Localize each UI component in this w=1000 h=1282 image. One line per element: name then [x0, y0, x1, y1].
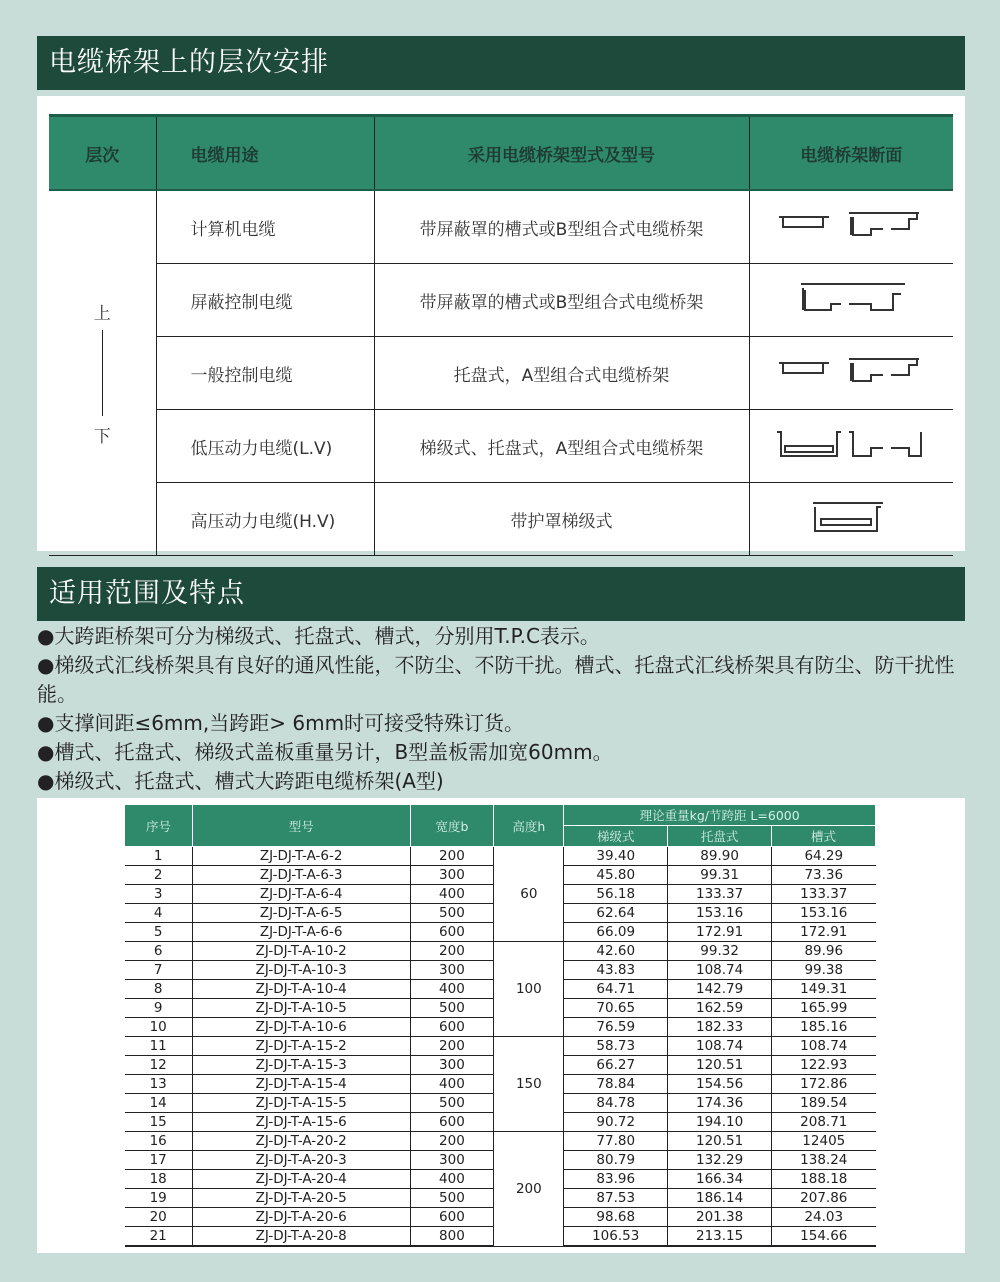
- width-cell: 300: [410, 1151, 494, 1170]
- model-cell: ZJ-DJ-T-A-10-3: [192, 961, 410, 980]
- tray-weight-cell: 108.74: [668, 961, 772, 980]
- width-cell: 400: [410, 1170, 494, 1189]
- trough-weight-cell: 133.37: [772, 885, 876, 904]
- trough-weight-cell: 12405: [772, 1132, 876, 1151]
- row-number-cell: 3: [125, 885, 193, 904]
- model-cell: ZJ-DJ-T-A-10-5: [192, 999, 410, 1018]
- width-cell: 500: [410, 999, 494, 1018]
- model-cell: ZJ-DJ-T-A-10-6: [192, 1018, 410, 1037]
- width-cell: 200: [410, 1132, 494, 1151]
- model-cell: ZJ-DJ-T-A-6-3: [192, 866, 410, 885]
- ladder-weight-cell: 64.71: [564, 980, 668, 999]
- width-cell: 200: [410, 1037, 494, 1056]
- feature-item: ●大跨距桥架可分为梯级式、托盘式、槽式，分别用T.P.C表示。: [37, 624, 600, 648]
- tray-weight-cell: 172.91: [668, 923, 772, 942]
- width-cell: 300: [410, 1056, 494, 1075]
- layer-row: [49, 337, 953, 410]
- model-cell: ZJ-DJ-T-A-10-4: [192, 980, 410, 999]
- header-weight: 理论重量kg/节跨距 L=6000: [564, 805, 876, 826]
- height-cell: 60: [494, 847, 564, 942]
- height-cell: 100: [494, 942, 564, 1037]
- ladder-weight-cell: 66.27: [564, 1056, 668, 1075]
- section-diagram-cell: [749, 337, 953, 410]
- width-cell: 500: [410, 1094, 494, 1113]
- tray-weight-cell: 194.10: [668, 1113, 772, 1132]
- level-top-label: 上: [93, 304, 111, 324]
- width-cell: 300: [410, 961, 494, 980]
- row-number-cell: 7: [125, 961, 193, 980]
- usage-cell: 低压动力电缆(L.V): [156, 410, 374, 483]
- width-cell: 600: [410, 1208, 494, 1227]
- width-cell: 400: [410, 980, 494, 999]
- width-cell: 600: [410, 1113, 494, 1132]
- tray-weight-cell: 99.32: [668, 942, 772, 961]
- section-title-scope: 适用范围及特点: [37, 567, 965, 621]
- section-diagram-cell: [749, 483, 953, 556]
- layer-row: [49, 264, 953, 337]
- trough-weight-cell: 108.74: [772, 1037, 876, 1056]
- layers-table: [49, 114, 953, 556]
- section-diagram-cell: [749, 410, 953, 483]
- shielded-combo-section-icon: [771, 280, 931, 316]
- trough-weight-cell: 73.36: [772, 866, 876, 885]
- ladder-weight-cell: 43.83: [564, 961, 668, 980]
- ladder-weight-cell: 80.79: [564, 1151, 668, 1170]
- model-cell: ZJ-DJ-T-A-20-2: [192, 1132, 410, 1151]
- header-ladder: 梯级式: [564, 826, 668, 847]
- tray-weight-cell: 133.37: [668, 885, 772, 904]
- row-number-cell: 14: [125, 1094, 193, 1113]
- tray-weight-cell: 182.33: [668, 1018, 772, 1037]
- row-number-cell: 20: [125, 1208, 193, 1227]
- row-number-cell: 8: [125, 980, 193, 999]
- width-cell: 600: [410, 1018, 494, 1037]
- row-number-cell: 10: [125, 1018, 193, 1037]
- tray-weight-cell: 213.15: [668, 1227, 772, 1247]
- level-arrow-line: [102, 330, 103, 416]
- tray-weight-cell: 174.36: [668, 1094, 772, 1113]
- model-cell: ZJ-DJ-T-A-6-5: [192, 904, 410, 923]
- trough-weight-cell: 153.16: [772, 904, 876, 923]
- trough-weight-cell: 188.18: [772, 1170, 876, 1189]
- header-tray: 托盘式: [668, 826, 772, 847]
- model-cell: ZJ-DJ-T-A-20-3: [192, 1151, 410, 1170]
- width-cell: 600: [410, 923, 494, 942]
- type-cell: 梯级式、托盘式，A型组合式电缆桥架: [374, 410, 749, 483]
- usage-cell: 高压动力电缆(H.V): [156, 483, 374, 556]
- trough-weight-cell: 99.38: [772, 961, 876, 980]
- header-type: 采用电缆桥架型式及型号: [374, 116, 749, 191]
- trough-and-combo-section-icon: [771, 207, 931, 243]
- row-number-cell: 21: [125, 1227, 193, 1247]
- row-number-cell: 1: [125, 847, 193, 866]
- header-trough: 槽式: [772, 826, 876, 847]
- ladder-weight-cell: 76.59: [564, 1018, 668, 1037]
- row-number-cell: 19: [125, 1189, 193, 1208]
- tray-and-combo-section-icon: [771, 353, 931, 389]
- ladder-weight-cell: 106.53: [564, 1227, 668, 1247]
- ladder-weight-cell: 66.09: [564, 923, 668, 942]
- tray-weight-cell: 154.56: [668, 1075, 772, 1094]
- type-cell: 带护罩梯级式: [374, 483, 749, 556]
- row-number-cell: 6: [125, 942, 193, 961]
- spec-panel: [37, 798, 965, 1253]
- model-cell: ZJ-DJ-T-A-6-4: [192, 885, 410, 904]
- row-number-cell: 13: [125, 1075, 193, 1094]
- row-number-cell: 15: [125, 1113, 193, 1132]
- ladder-weight-cell: 39.40: [564, 847, 668, 866]
- ladder-weight-cell: 62.64: [564, 904, 668, 923]
- row-number-cell: 9: [125, 999, 193, 1018]
- width-cell: 200: [410, 942, 494, 961]
- width-cell: 200: [410, 847, 494, 866]
- model-cell: ZJ-DJ-T-A-20-6: [192, 1208, 410, 1227]
- tray-weight-cell: 89.90: [668, 847, 772, 866]
- model-cell: ZJ-DJ-T-A-20-8: [192, 1227, 410, 1247]
- width-cell: 500: [410, 1189, 494, 1208]
- header-usage: 电缆用途: [156, 116, 374, 191]
- row-number-cell: 16: [125, 1132, 193, 1151]
- trough-weight-cell: 138.24: [772, 1151, 876, 1170]
- tray-weight-cell: 99.31: [668, 866, 772, 885]
- ladder-weight-cell: 87.53: [564, 1189, 668, 1208]
- layers-panel: [37, 96, 965, 551]
- tray-weight-cell: 108.74: [668, 1037, 772, 1056]
- row-number-cell: 17: [125, 1151, 193, 1170]
- width-cell: 500: [410, 904, 494, 923]
- header-no: 序号: [125, 805, 193, 847]
- row-number-cell: 18: [125, 1170, 193, 1189]
- model-cell: ZJ-DJ-T-A-15-3: [192, 1056, 410, 1075]
- tray-weight-cell: 186.14: [668, 1189, 772, 1208]
- model-cell: ZJ-DJ-T-A-15-6: [192, 1113, 410, 1132]
- usage-cell: 计算机电缆: [156, 190, 374, 264]
- width-cell: 800: [410, 1227, 494, 1247]
- table-row: [125, 847, 876, 866]
- tray-weight-cell: 120.51: [668, 1056, 772, 1075]
- layer-row: [49, 190, 953, 264]
- header-height: 高度h: [494, 805, 564, 847]
- ladder-weight-cell: 98.68: [564, 1208, 668, 1227]
- row-number-cell: 11: [125, 1037, 193, 1056]
- ladder-and-tray-section-icon: [771, 426, 931, 462]
- model-cell: ZJ-DJ-T-A-15-4: [192, 1075, 410, 1094]
- row-number-cell: 5: [125, 923, 193, 942]
- trough-weight-cell: 154.66: [772, 1227, 876, 1247]
- tray-weight-cell: 120.51: [668, 1132, 772, 1151]
- tray-weight-cell: 166.34: [668, 1170, 772, 1189]
- width-cell: 400: [410, 1075, 494, 1094]
- ladder-weight-cell: 42.60: [564, 942, 668, 961]
- table-row: [125, 1037, 876, 1056]
- trough-weight-cell: 64.29: [772, 847, 876, 866]
- trough-weight-cell: 185.16: [772, 1018, 876, 1037]
- trough-weight-cell: 172.91: [772, 923, 876, 942]
- spec-table: [124, 804, 876, 1247]
- section-diagram-cell: [749, 264, 953, 337]
- model-cell: ZJ-DJ-T-A-20-5: [192, 1189, 410, 1208]
- height-cell: 150: [494, 1037, 564, 1132]
- usage-cell: 一般控制电缆: [156, 337, 374, 410]
- row-number-cell: 12: [125, 1056, 193, 1075]
- section-diagram-cell: [749, 190, 953, 264]
- ladder-weight-cell: 90.72: [564, 1113, 668, 1132]
- trough-weight-cell: 165.99: [772, 999, 876, 1018]
- trough-weight-cell: 24.03: [772, 1208, 876, 1227]
- feature-item: ●梯级式汇线桥架具有良好的通风性能，不防尘、不防干扰。槽式、托盘式汇线桥架具有防尘、防干扰性能。: [37, 653, 955, 706]
- trough-weight-cell: 149.31: [772, 980, 876, 999]
- type-cell: 带屏蔽罩的槽式或B型组合式电缆桥架: [374, 264, 749, 337]
- ladder-weight-cell: 45.80: [564, 866, 668, 885]
- ladder-weight-cell: 77.80: [564, 1132, 668, 1151]
- tray-weight-cell: 201.38: [668, 1208, 772, 1227]
- model-cell: ZJ-DJ-T-A-15-5: [192, 1094, 410, 1113]
- layers-header-row: [49, 116, 953, 191]
- type-cell: 托盘式，A型组合式电缆桥架: [374, 337, 749, 410]
- trough-weight-cell: 122.93: [772, 1056, 876, 1075]
- model-cell: ZJ-DJ-T-A-6-2: [192, 847, 410, 866]
- ladder-weight-cell: 56.18: [564, 885, 668, 904]
- row-number-cell: 4: [125, 904, 193, 923]
- features-list: [37, 622, 965, 796]
- spec-body: [125, 847, 876, 1247]
- row-number-cell: 2: [125, 866, 193, 885]
- model-cell: ZJ-DJ-T-A-10-2: [192, 942, 410, 961]
- layer-row: [49, 483, 953, 556]
- trough-weight-cell: 208.71: [772, 1113, 876, 1132]
- spec-header-row: [125, 805, 876, 826]
- usage-cell: 屏蔽控制电缆: [156, 264, 374, 337]
- model-cell: ZJ-DJ-T-A-15-2: [192, 1037, 410, 1056]
- ladder-weight-cell: 58.73: [564, 1037, 668, 1056]
- section-title-layers: 电缆桥架上的层次安排: [37, 36, 965, 90]
- trough-weight-cell: 89.96: [772, 942, 876, 961]
- header-level: 层次: [49, 116, 156, 191]
- level-bottom-label: 下: [93, 427, 111, 447]
- level-indicator: [49, 190, 156, 556]
- tray-weight-cell: 162.59: [668, 999, 772, 1018]
- ladder-weight-cell: 83.96: [564, 1170, 668, 1189]
- table-row: [125, 1132, 876, 1151]
- layer-row: [49, 410, 953, 483]
- trough-weight-cell: 189.54: [772, 1094, 876, 1113]
- header-section: 电缆桥架断面: [749, 116, 953, 191]
- ladder-weight-cell: 84.78: [564, 1094, 668, 1113]
- trough-weight-cell: 207.86: [772, 1189, 876, 1208]
- model-cell: ZJ-DJ-T-A-6-6: [192, 923, 410, 942]
- width-cell: 300: [410, 866, 494, 885]
- feature-item: ●梯级式、托盘式、槽式大跨距电缆桥架(A型): [37, 769, 444, 793]
- feature-item: ●支撑间距≤6mm,当跨距> 6mm时可接受特殊订货。: [37, 711, 525, 735]
- type-cell: 带屏蔽罩的槽式或B型组合式电缆桥架: [374, 190, 749, 264]
- tray-weight-cell: 132.29: [668, 1151, 772, 1170]
- model-cell: ZJ-DJ-T-A-20-4: [192, 1170, 410, 1189]
- header-model: 型号: [192, 805, 410, 847]
- feature-item: ●槽式、托盘式、梯级式盖板重量另计，B型盖板需加宽60mm。: [37, 740, 613, 764]
- table-row: [125, 942, 876, 961]
- width-cell: 400: [410, 885, 494, 904]
- ladder-weight-cell: 78.84: [564, 1075, 668, 1094]
- covered-ladder-section-icon: [771, 499, 931, 535]
- height-cell: 200: [494, 1132, 564, 1247]
- trough-weight-cell: 172.86: [772, 1075, 876, 1094]
- ladder-weight-cell: 70.65: [564, 999, 668, 1018]
- header-width: 宽度b: [410, 805, 494, 847]
- tray-weight-cell: 142.79: [668, 980, 772, 999]
- tray-weight-cell: 153.16: [668, 904, 772, 923]
